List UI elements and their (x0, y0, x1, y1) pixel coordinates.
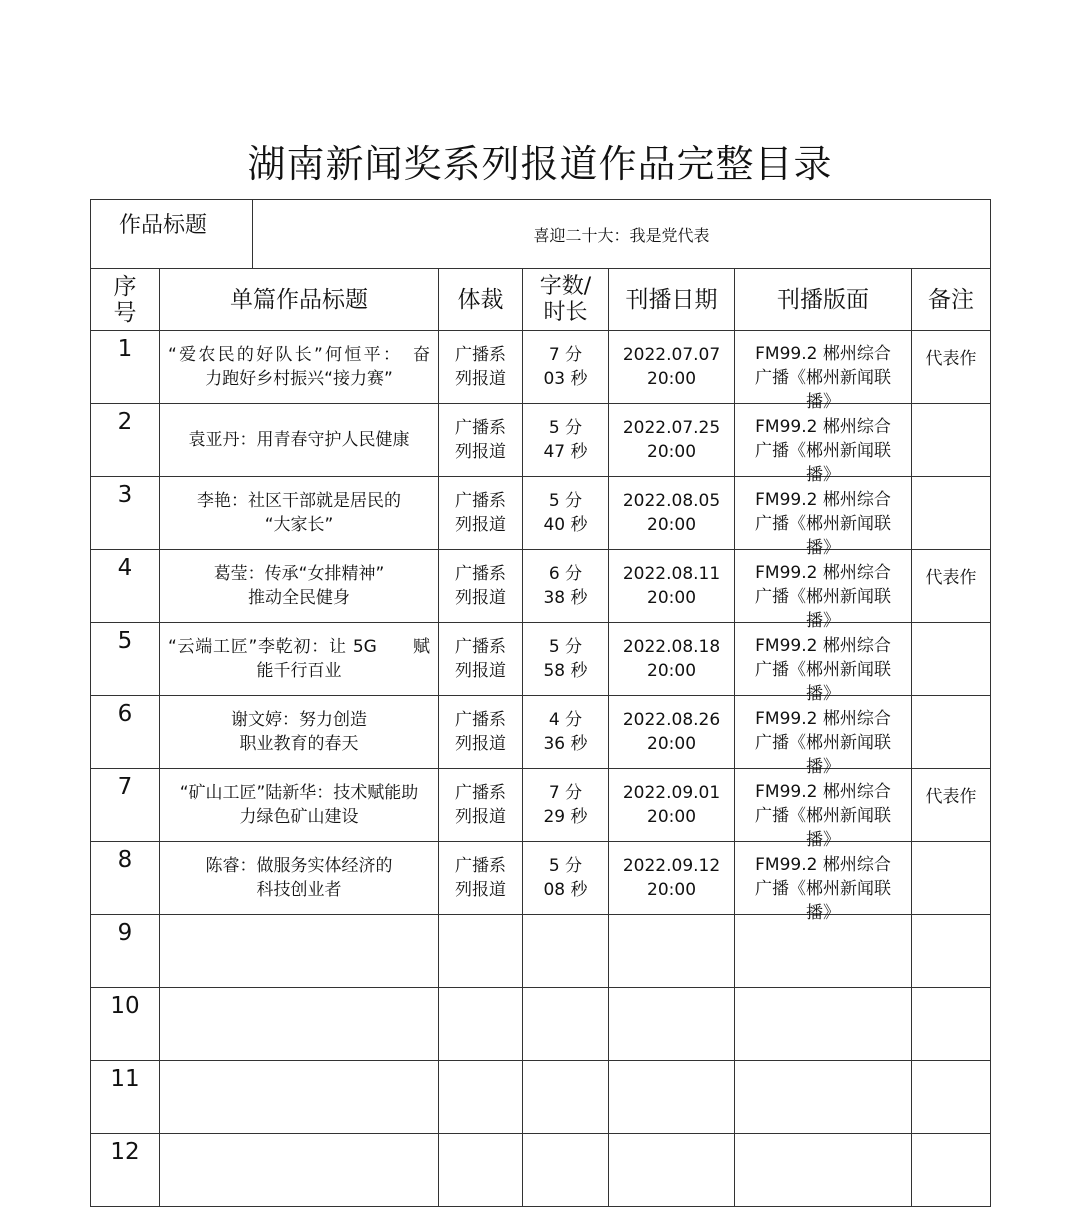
row-section (735, 1134, 912, 1207)
header-row (91, 269, 991, 331)
row-seq: 2 (91, 404, 160, 477)
row-length: 5 分 58 秒 (523, 623, 609, 696)
row-genre: 广播系 列报道 (439, 550, 523, 623)
row-title: 谢文婷：努力创造 职业教育的春天 (160, 696, 439, 769)
row-title: “云端工匠”李乾初：让 5G 赋 能千行百业 (160, 623, 439, 696)
row-length (523, 1134, 609, 1207)
section-text: FM99.2 郴州综合 广播《郴州新闻联 播》 (755, 709, 892, 777)
row-date (609, 1134, 735, 1207)
row-section (735, 623, 912, 704)
row-seq: 3 (91, 477, 160, 550)
row-date: 2022.07.07 20:00 (609, 331, 735, 404)
table-row (91, 769, 991, 842)
page-title: 湖南新闻奖系列报道作品完整目录 (247, 142, 833, 186)
row-length: 5 分 47 秒 (523, 404, 609, 477)
row-length (523, 915, 609, 988)
row-genre: 广播系 列报道 (439, 842, 523, 915)
row-title: 葛莹：传承“女排精神” 推动全民健身 (160, 550, 439, 623)
row-genre (439, 988, 523, 1061)
section-text: FM99.2 郴州综合 广播《郴州新闻联 播》 (755, 636, 892, 704)
table-row (91, 404, 991, 477)
table-row (91, 696, 991, 769)
row-note: 代表作 (912, 769, 991, 842)
work-title-label: 作品标题 (91, 200, 253, 269)
row-genre: 广播系 列报道 (439, 696, 523, 769)
row-section (735, 696, 912, 777)
row-seq: 9 (91, 915, 160, 988)
row-date (609, 988, 735, 1061)
row-date: 2022.07.25 20:00 (609, 404, 735, 477)
row-title (160, 915, 439, 988)
row-title: 李艳：社区干部就是居民的 “大家长” (160, 477, 439, 550)
row-seq: 12 (91, 1134, 160, 1207)
row-date: 2022.08.11 20:00 (609, 550, 735, 623)
row-date: 2022.09.01 20:00 (609, 769, 735, 842)
section-text: FM99.2 郴州综合 广播《郴州新闻联 播》 (755, 563, 892, 631)
work-title-value: 喜迎二十大：我是党代表 (253, 200, 991, 269)
row-note: 代表作 (912, 550, 991, 623)
row-genre: 广播系 列报道 (439, 331, 523, 404)
row-genre: 广播系 列报道 (439, 623, 523, 696)
table-row (91, 842, 991, 915)
row-section (735, 550, 912, 631)
row-seq: 11 (91, 1061, 160, 1134)
row-note (912, 404, 991, 477)
row-title (160, 988, 439, 1061)
row-seq: 1 (91, 331, 160, 404)
row-section (735, 331, 912, 412)
table-row (91, 550, 991, 623)
row-genre: 广播系 列报道 (439, 769, 523, 842)
row-title (160, 1134, 439, 1207)
row-note (912, 1061, 991, 1134)
row-seq: 7 (91, 769, 160, 842)
row-title: 袁亚丹：用青春守护人民健康 (160, 404, 439, 477)
row-note: 代表作 (912, 331, 991, 404)
header-genre: 体裁 (439, 269, 523, 331)
section-text: FM99.2 郴州综合 广播《郴州新闻联 播》 (755, 417, 892, 485)
header-item-title: 单篇作品标题 (160, 269, 439, 331)
row-length: 7 分 03 秒 (523, 331, 609, 404)
row-title: “爱农民的好队长”何恒平： 奋 力跑好乡村振兴“接力赛” (160, 331, 439, 404)
section-text: FM99.2 郴州综合 广播《郴州新闻联 播》 (755, 855, 892, 923)
section-text: FM99.2 郴州综合 广播《郴州新闻联 播》 (755, 344, 892, 412)
row-title: “矿山工匠”陆新华：技术赋能助 力绿色矿山建设 (160, 769, 439, 842)
row-length: 7 分 29 秒 (523, 769, 609, 842)
row-section (735, 769, 912, 850)
section-text: FM99.2 郴州综合 广播《郴州新闻联 播》 (755, 782, 892, 850)
table-row (91, 1134, 991, 1207)
row-date: 2022.08.05 20:00 (609, 477, 735, 550)
row-genre: 广播系 列报道 (439, 404, 523, 477)
row-date (609, 1061, 735, 1134)
row-section (735, 915, 912, 988)
table-row (91, 331, 991, 404)
header-section: 刊播版面 (735, 269, 912, 331)
header-date: 刊播日期 (609, 269, 735, 331)
table-row (91, 915, 991, 988)
row-section (735, 477, 912, 558)
row-section (735, 988, 912, 1061)
row-title (160, 1061, 439, 1134)
row-seq: 6 (91, 696, 160, 769)
row-date (609, 915, 735, 988)
row-length (523, 1061, 609, 1134)
row-date: 2022.09.12 20:00 (609, 842, 735, 915)
row-genre (439, 915, 523, 988)
row-length: 5 分 40 秒 (523, 477, 609, 550)
row-length: 5 分 08 秒 (523, 842, 609, 915)
header-length: 字数/ 时长 (523, 269, 609, 331)
row-title: 陈睿：做服务实体经济的 科技创业者 (160, 842, 439, 915)
row-section (735, 842, 912, 923)
row-date: 2022.08.18 20:00 (609, 623, 735, 696)
header-seq: 序 号 (91, 269, 160, 331)
row-section (735, 1061, 912, 1134)
table-row (91, 1061, 991, 1134)
section-text: FM99.2 郴州综合 广播《郴州新闻联 播》 (755, 490, 892, 558)
row-genre: 广播系 列报道 (439, 477, 523, 550)
row-note (912, 696, 991, 769)
row-note (912, 623, 991, 696)
work-title-row (91, 200, 991, 269)
row-note (912, 988, 991, 1061)
row-note (912, 842, 991, 915)
catalog-table (90, 199, 991, 1207)
row-note (912, 1134, 991, 1207)
row-seq: 4 (91, 550, 160, 623)
row-section (735, 404, 912, 485)
row-genre (439, 1134, 523, 1207)
row-genre (439, 1061, 523, 1134)
row-note (912, 477, 991, 550)
table-body (91, 331, 991, 1207)
table-row (91, 477, 991, 550)
row-length: 6 分 38 秒 (523, 550, 609, 623)
row-date: 2022.08.26 20:00 (609, 696, 735, 769)
row-seq: 10 (91, 988, 160, 1061)
row-length (523, 988, 609, 1061)
row-length: 4 分 36 秒 (523, 696, 609, 769)
header-note: 备注 (912, 269, 991, 331)
table-row (91, 988, 991, 1061)
row-note (912, 915, 991, 988)
row-seq: 5 (91, 623, 160, 696)
row-seq: 8 (91, 842, 160, 915)
table-row (91, 623, 991, 696)
